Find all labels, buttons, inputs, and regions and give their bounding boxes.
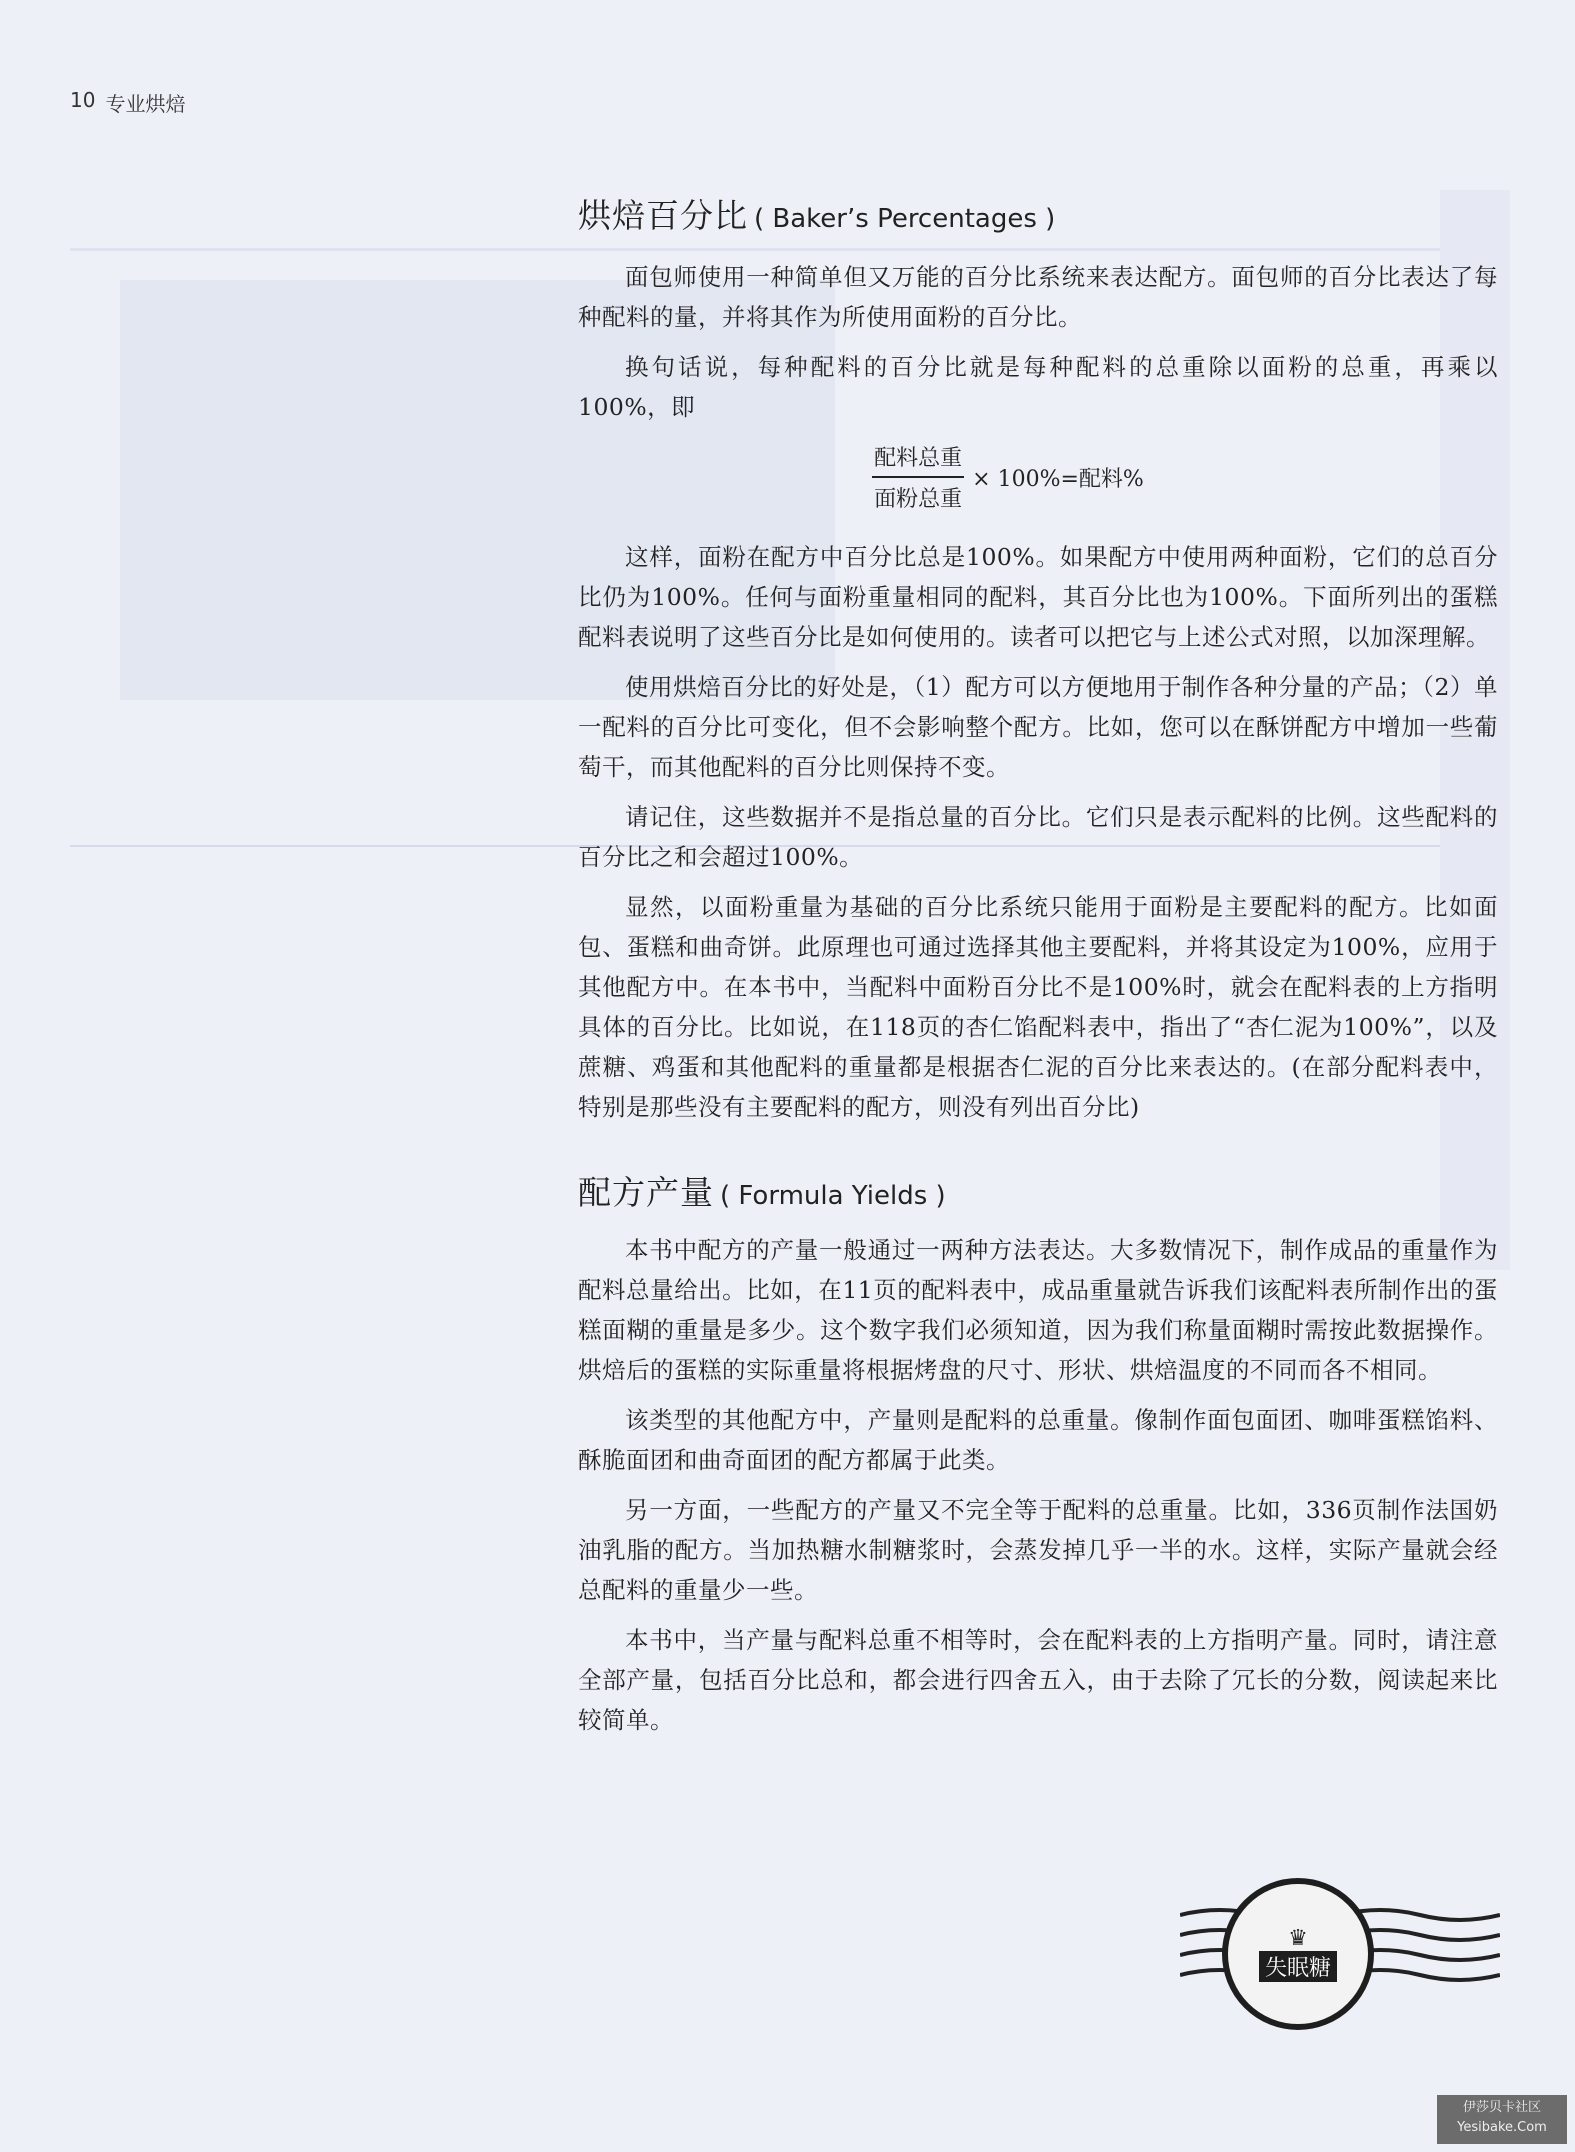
percentage-formula: [578, 441, 1498, 513]
section-title-formula-yields: 配方产量 ( Formula Yields ): [578, 1173, 946, 1212]
paragraph: 该类型的其他配方中，产量则是配料的总重量。像制作面包面团、咖啡蛋糕馅料、酥脆面团和曲奇面团的配方都属于此类。: [578, 1406, 1498, 1474]
postmark-stamp: [1222, 1878, 1374, 2030]
paragraph: 显然，以面粉重量为基础的百分比系统只能用于面粉是主要配料的配方。比如面包、蛋糕和曲奇饼。此原理也可通过选择其他主要配料，并将其设定为100%，应用于其他配方中。在本书中，当配料中面粉百分比不是100%时，就会在配料表的上方指明具体的百分比。比如说，在118页的杏仁馅配料表中，指出了“杏仁泥为100%”，以及蔗糖、鸡蛋和其他配料的重量都是根据杏仁泥的百分比来表达的。(在部分配料表中，特别是那些没有主要配料的配方，则没有列出百分比): [578, 893, 1498, 1121]
paragraph: 这样，面粉在配方中百分比总是100%。如果配方中使用两种面粉，它们的总百分比仍为100%。任何与面粉重量相同的配料，其百分比也为100%。下面所列出的蛋糕配料表说明了这些百分比是如何使用的。读者可以把它与上述公式对照，以加深理解。: [578, 543, 1498, 651]
stamp-text: 失眠糖: [1259, 1951, 1337, 1982]
paragraph: 面包师使用一种简单但又万能的百分比系统来表达配方。面包师的百分比表达了每种配料的量，并将其作为所使用面粉的百分比。: [578, 263, 1498, 331]
crown-icon: ♛: [1288, 1926, 1308, 1951]
formula-tail: × 100%=配料%: [972, 466, 1144, 492]
section-title-bakers-percentages: 烘焙百分比 ( Baker’s Percentages ): [578, 196, 1056, 235]
formula-fraction: [872, 441, 964, 513]
paragraph: 本书中配方的产量一般通过一两种方法表达。大多数情况下，制作成品的重量作为配料总量给出。比如，在11页的配料表中，成品重量就告诉我们该配料表所制作出的蛋糕面糊的重量是多少。这个数字我们必须知道，因为我们称量面糊时需按此数据操作。烘焙后的蛋糕的实际重量将根据烤盘的尺寸、形状、烘焙温度的不同而各不相同。: [578, 1236, 1498, 1384]
paragraph: 使用烘焙百分比的好处是，（1）配方可以方便地用于制作各种分量的产品；（2）单一配料的百分比可变化，但不会影响整个配方。比如，您可以在酥饼配方中增加一些葡萄干，而其他配料的百分比则保持不变。: [578, 673, 1498, 781]
paragraph: 本书中，当产量与配料总重不相等时，会在配料表的上方指明产量。同时，请注意全部产量，包括百分比总和，都会进行四舍五入，由于去除了冗长的分数，阅读起来比较简单。: [578, 1626, 1498, 1734]
formula-denominator: 面粉总重: [874, 487, 963, 512]
running-header: [70, 88, 185, 117]
page-number: 10: [70, 88, 96, 112]
paragraph: 另一方面，一些配方的产量又不完全等于配料的总重量。比如，336页制作法国奶油乳脂的配方。当加热糖水制糖浆时，会蒸发掉几乎一半的水。这样，实际产量就会经总配料的重量少一些。: [578, 1496, 1498, 1604]
formula-numerator: 配料总重: [872, 441, 964, 478]
book-title: 专业烘焙: [105, 92, 186, 116]
paragraph: 请记住，这些数据并不是指总量的百分比。它们只是表示配料的比例。这些配料的百分比之和会超过100%。: [578, 803, 1498, 871]
main-content: [578, 190, 1498, 1750]
paragraph: 换句话说，每种配料的百分比就是每种配料的总重除以面粉的总重，再乘以100%，即: [578, 353, 1498, 421]
site-watermark: 伊莎贝卡社区 Yesibake.Com: [1437, 2095, 1567, 2144]
